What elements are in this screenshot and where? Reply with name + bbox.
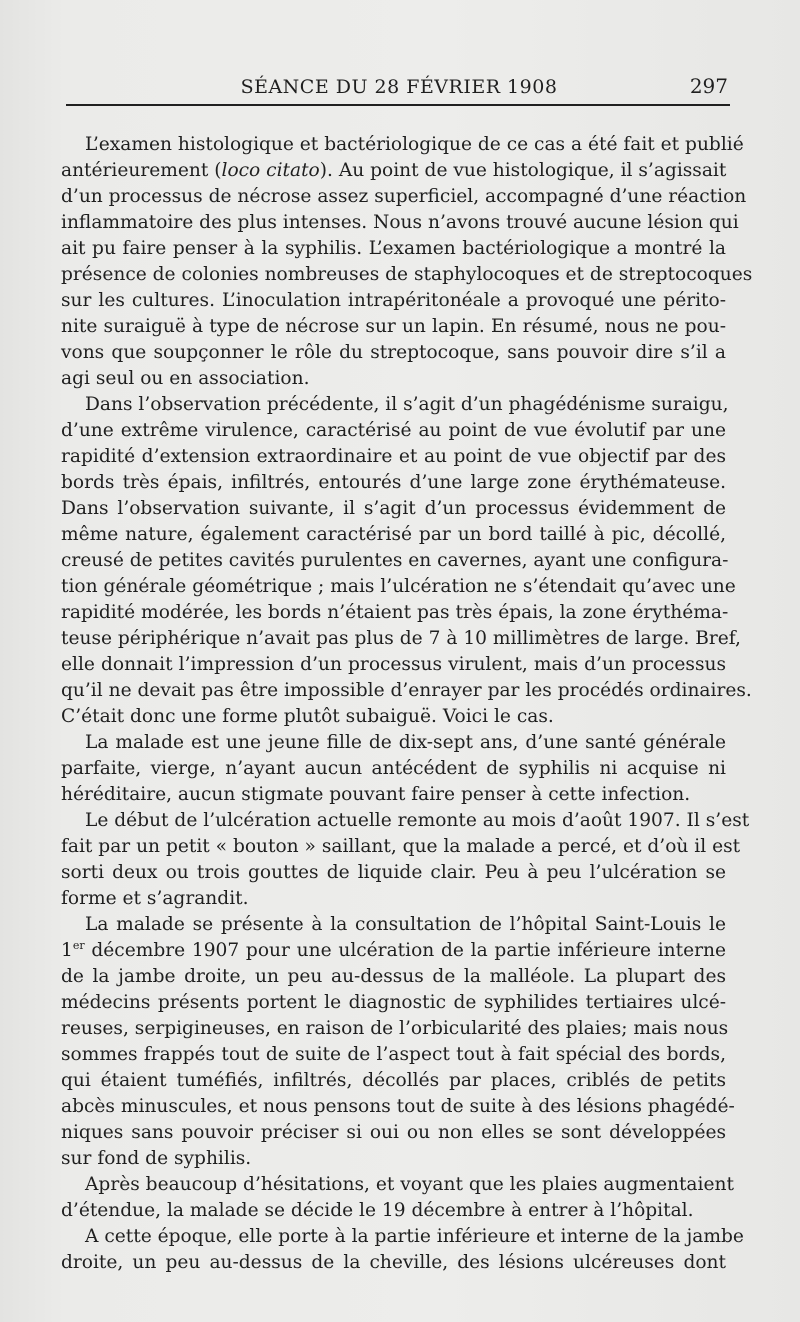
text-line: inflammatoire des plus intenses. Nous n’avons trouvé aucune lésion qui xyxy=(61,212,739,233)
text-line: d’étendue, la malade se décide le 19 décembre à entrer à l’hôpital. xyxy=(61,1200,694,1221)
text-line: A cette époque, elle porte à la partie inférieure et interne de la jambe xyxy=(85,1226,744,1247)
text-line: même nature, également caractérisé par un bord taillé à pic, décollé, xyxy=(61,524,726,545)
text-line: fait par un petit « bouton » saillant, que la malade a percé, et d’où il est xyxy=(61,836,741,857)
text-line: Après beaucoup d’hésitations, et voyant que les plaies augmentaient xyxy=(85,1174,734,1195)
text-line: L’examen histologique et bactériologique de ce cas a été fait et publié xyxy=(85,134,744,155)
text-line: sur les cultures. L’inoculation intrapéritonéale a provoqué une périto- xyxy=(61,290,726,311)
paragraph-6 xyxy=(61,1172,734,1224)
paragraph-4 xyxy=(61,808,750,912)
text-line: sommes frappés tout de suite de l’aspect tout à fait spécial des bords, xyxy=(61,1044,726,1065)
text-line: droite, un peu au-dessus de la cheville, des lésions ulcéreuses dont xyxy=(61,1252,726,1273)
text-line: forme et s’agrandit. xyxy=(61,888,249,909)
paragraph-1 xyxy=(61,132,753,392)
text-line: creusé de petites cavités purulentes en cavernes, ayant une configura- xyxy=(61,550,729,571)
text-line: héréditaire, aucun stigmate pouvant faire penser à cette infection. xyxy=(61,784,691,805)
text-line: tion générale géométrique ; mais l’ulcération ne s’étendait qu’avec une xyxy=(61,576,736,597)
text-line: Dans l’observation précédente, il s’agit d’un phagédénisme suraigu, xyxy=(85,394,729,415)
paragraph-5 xyxy=(61,912,735,1172)
text-line: niques sans pouvoir préciser si oui ou non elles se sont développées xyxy=(61,1122,726,1143)
text-line: qu’il ne devait pas être impossible d’enrayer par les procédés ordinaires. xyxy=(61,680,752,701)
text-line: Le début de l’ulcération actuelle remonte au mois d’août 1907. Il s’est xyxy=(85,810,750,831)
text-line: d’une extrême virulence, caractérisé au point de vue évolutif par une xyxy=(61,420,726,441)
text-line: 1er décembre 1907 pour une ulcération de la partie inférieure interne xyxy=(61,938,726,961)
text-line: présence de colonies nombreuses de staphylocoques et de streptocoques xyxy=(61,264,753,285)
header-rule xyxy=(66,104,730,106)
text-line: d’un processus de nécrose assez superficiel, accompagné d’une réaction xyxy=(61,186,747,207)
text-line: Dans l’observation suivante, il s’agit d’un processus évidemment de xyxy=(61,498,726,519)
page-header xyxy=(64,72,734,106)
text-line: teuse périphérique n’avait pas plus de 7 à 10 millimètres de large. Bref, xyxy=(61,628,741,649)
text-line: médecins présents portent le diagnostic de syphilides tertiaires ulcé- xyxy=(61,992,726,1013)
text-line: sur fond de syphilis. xyxy=(61,1148,252,1169)
paragraph-2 xyxy=(61,392,752,730)
text-line: parfaite, vierge, n’ayant aucun antécédent de syphilis ni acquise ni xyxy=(61,758,726,779)
text-line: C’était donc une forme plutôt subaiguë. Voici le cas. xyxy=(61,706,554,727)
text-line: ait pu faire penser à la syphilis. L’examen bactériologique a montré la xyxy=(61,238,726,259)
running-head: SÉANCE DU 28 FÉVRIER 1908 xyxy=(240,76,558,98)
text-line: sorti deux ou trois gouttes de liquide clair. Peu à peu l’ulcération se xyxy=(61,862,726,883)
text-line: agi seul ou en association. xyxy=(61,368,310,389)
text-line: de la jambe droite, un peu au-dessus de la malléole. La plupart des xyxy=(61,966,726,987)
text-line: nite suraiguë à type de nécrose sur un lapin. En résumé, nous ne pou- xyxy=(61,316,726,337)
text-line: elle donnait l’impression d’un processus virulent, mais d’un processus xyxy=(61,654,726,675)
text-line: vons que soupçonner le rôle du streptocoque, sans pouvoir dire s’il a xyxy=(61,342,726,363)
page-number: 297 xyxy=(689,74,728,98)
text-line: reuses, serpigineuses, en raison de l’orbicularité des plaies; mais nous xyxy=(61,1018,729,1039)
text-line: rapidité d’extension extraordinaire et au point de vue objectif par des xyxy=(61,446,726,467)
paragraph-7 xyxy=(61,1224,744,1276)
text-line: La malade est une jeune fille de dix-sept ans, d’une santé générale xyxy=(85,732,726,753)
body-text xyxy=(61,132,753,1276)
text-line: antérieurement (loco citato). Au point de vue histologique, il s’agissait xyxy=(61,160,727,181)
paragraph-3 xyxy=(61,730,726,808)
text-line: abcès minuscules, et nous pensons tout de suite à des lésions phagédé- xyxy=(61,1096,735,1117)
text-line: qui étaient tuméfiés, infiltrés, décollés par places, criblés de petits xyxy=(61,1070,726,1091)
text-line: rapidité modérée, les bords n’étaient pas très épais, la zone érythéma- xyxy=(61,602,729,623)
text-line: bords très épais, infiltrés, entourés d’une large zone érythémateuse. xyxy=(61,472,726,493)
text-line: La malade se présente à la consultation de l’hôpital Saint-Louis le xyxy=(85,914,726,935)
